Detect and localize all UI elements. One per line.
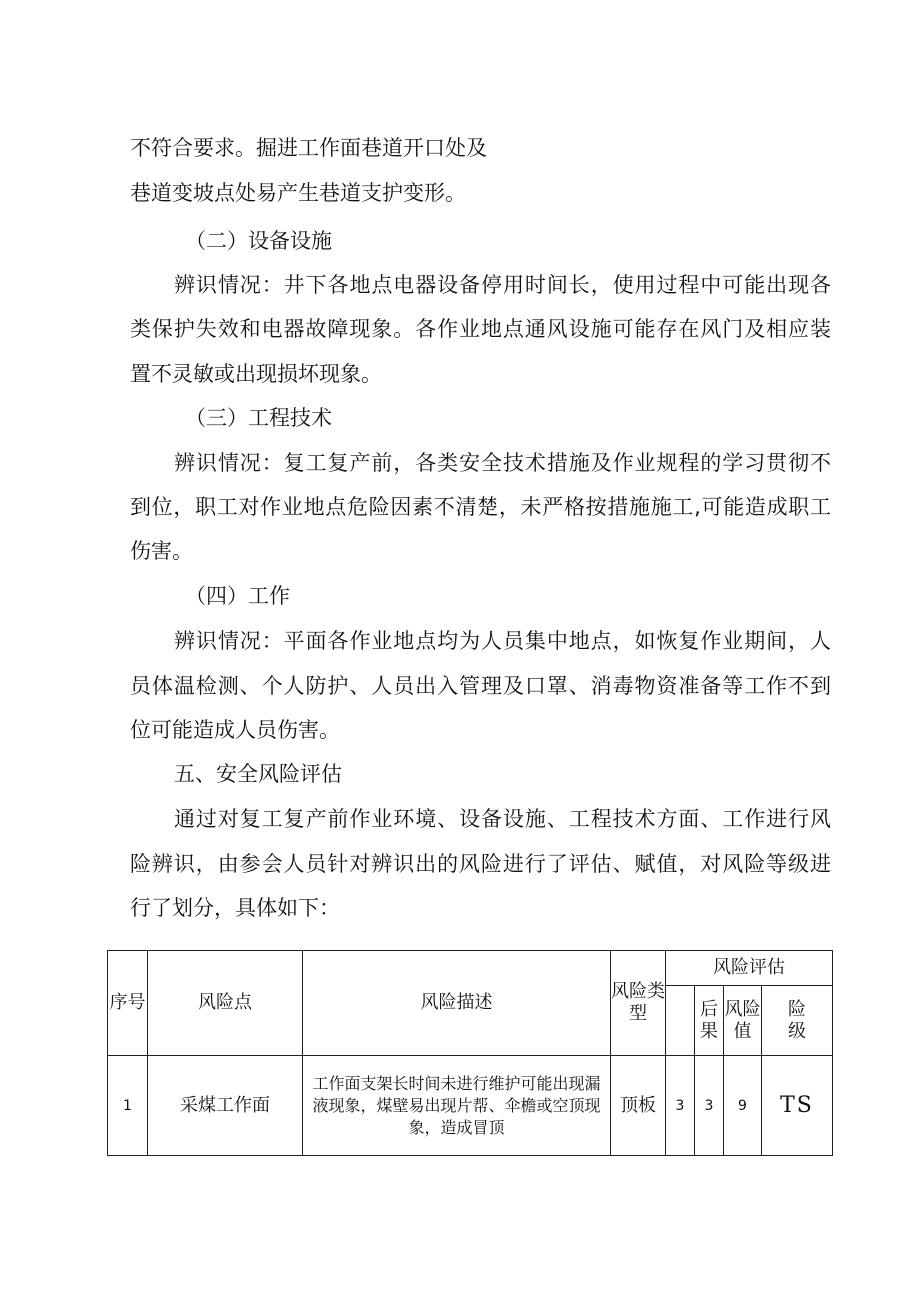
cell-risk-point: 采煤工作面 xyxy=(148,1056,303,1156)
header-risk-description: 风险描述 xyxy=(303,951,611,1056)
table-header-row xyxy=(108,951,833,986)
paragraph-line: 辨识情况：复工复产前，各类安全技术措施及作业规程的学习贯彻不 xyxy=(174,451,831,475)
header-risk-grade: 险级 xyxy=(762,986,833,1056)
paragraph-line: 到位，职工对作业地点危险因素不清楚，未严格按措施施工,可能造成职工 xyxy=(130,495,831,519)
paragraph-line: 置不灵敏或出现损坏现象。 xyxy=(130,362,382,386)
paragraph-line: 不符合要求。掘进工作面巷道开口处及 xyxy=(130,136,487,160)
paragraph-line: 行了划分，具体如下： xyxy=(130,896,340,920)
paragraph-line: 辨识情况：平面各作业地点均为人员集中地点，如恢复作业期间，人 xyxy=(174,629,831,653)
paragraph-line: 员体温检测、个人防护、人员出入管理及口罩、消毒物资准备等工作不到 xyxy=(130,674,831,698)
cell-risk-grade: TS xyxy=(762,1056,833,1156)
paragraph-line: 位可能造成人员伤害。 xyxy=(130,718,340,742)
header-no: 序号 xyxy=(108,951,148,1056)
risk-assessment-table xyxy=(107,950,833,1156)
cell-likelihood: 3 xyxy=(666,1056,695,1156)
cell-consequence: 3 xyxy=(695,1056,724,1156)
header-likelihood xyxy=(666,986,695,1056)
section-heading-work: （四）工作 xyxy=(185,584,290,608)
header-consequence: 后果 xyxy=(695,986,724,1056)
header-risk-point: 风险点 xyxy=(148,951,303,1056)
paragraph-line: 伤害。 xyxy=(130,539,193,563)
paragraph-line: 险辨识，由参会人员针对辨识出的风险进行了评估、赋值，对风险等级进 xyxy=(130,852,831,876)
section-heading-engineering: （三）工程技术 xyxy=(185,406,332,430)
table-row xyxy=(108,1056,833,1156)
section-heading-equipment: （二）设备设施 xyxy=(185,229,332,253)
cell-no: 1 xyxy=(108,1056,148,1156)
header-risk-type: 风险类型 xyxy=(611,951,666,1056)
paragraph-line: 通过对复工复产前作业环境、设备设施、工程技术方面、工作进行风 xyxy=(174,807,831,831)
header-risk-value: 风险值 xyxy=(724,986,762,1056)
cell-risk-type: 顶板 xyxy=(611,1056,666,1156)
paragraph-line: 类保护失效和电器故障现象。各作业地点通风设施可能存在风门及相应装 xyxy=(130,317,831,341)
header-risk-assessment: 风险评估 xyxy=(666,951,833,986)
section-heading-risk-assessment: 五、安全风险评估 xyxy=(174,762,342,786)
cell-risk-description: 工作面支架长时间未进行维护可能出现漏液现象，煤壁易出现片帮、伞檐或空顶现象，造成冒顶 xyxy=(303,1056,611,1156)
paragraph-line: 巷道变坡点处易产生巷道支护变形。 xyxy=(130,181,466,205)
cell-risk-value: 9 xyxy=(724,1056,762,1156)
paragraph-line: 辨识情况：井下各地点电器设备停用时间长，使用过程中可能出现各 xyxy=(174,273,831,297)
